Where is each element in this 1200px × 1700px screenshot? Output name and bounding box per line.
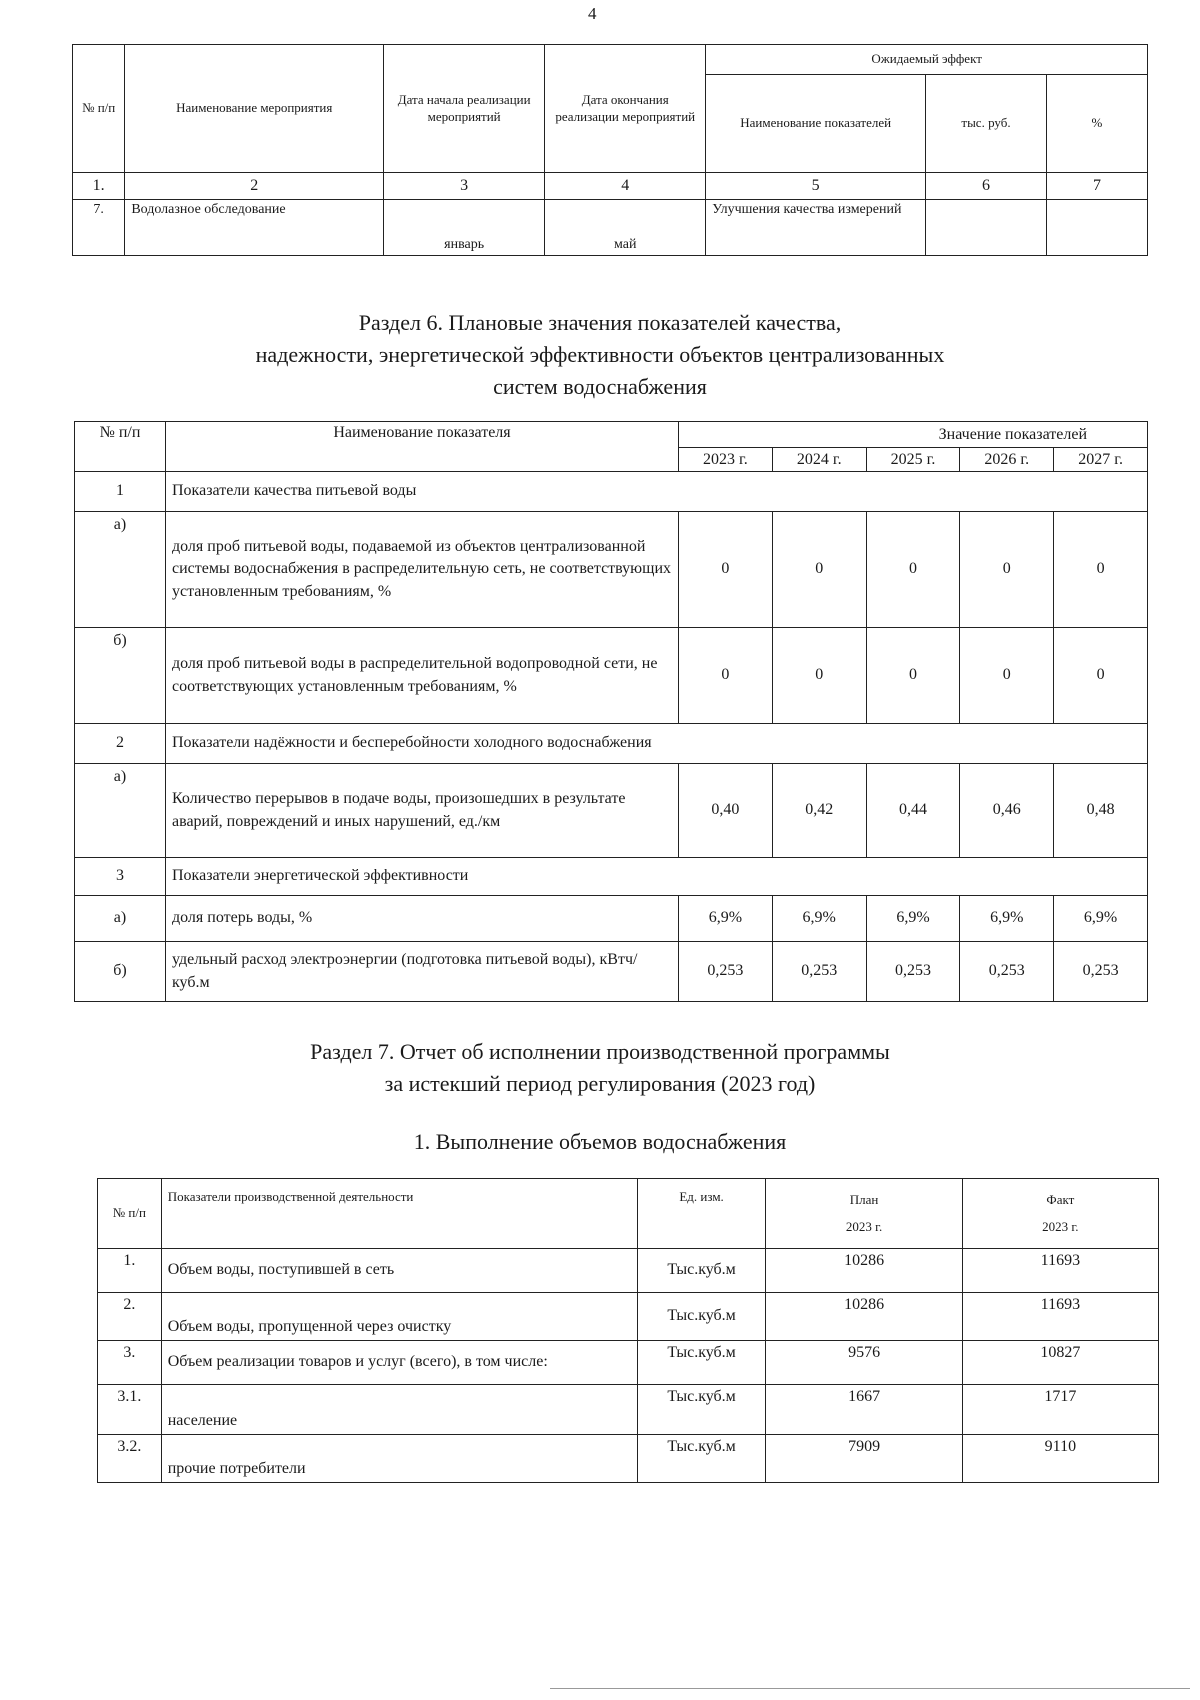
col-effect-header: Ожидаемый эффект [706, 45, 1148, 75]
row-name: прочие потребители [161, 1435, 637, 1483]
row-num: 3. [98, 1341, 162, 1385]
volumes-table [97, 1178, 1159, 1483]
section6-title-line: систем водоснабжения [493, 374, 707, 399]
group-title: Показатели энергетической эффективности [166, 858, 1148, 896]
row-name: доля проб питьевой воды в распределительной водопроводной сети, не соответствующих установленным требованиям, % [166, 628, 679, 724]
group-row [75, 724, 1148, 764]
col-name-header: Показатели производственной деятельности [161, 1179, 637, 1249]
year-header: 2023 г. [679, 448, 773, 472]
row-unit: Тыс.куб.м [637, 1293, 766, 1341]
plan-label: План [849, 1191, 879, 1207]
row-value: 0 [866, 628, 960, 724]
col-start-header: Дата начала реализации мероприятий [384, 45, 545, 173]
section7-subtitle: 1. Выполнение объемов водоснабжения [413, 1129, 787, 1154]
col-indicator-header: Наименование показателей [706, 75, 926, 173]
footer-line [550, 1688, 1190, 1689]
row-plan: 9576 [766, 1341, 962, 1385]
row-value: 0 [1054, 512, 1148, 628]
row-num: б) [75, 628, 166, 724]
col-number: 4 [545, 173, 706, 200]
row-name: доля проб питьевой воды, подаваемой из объектов централизованной системы водоснабжения в распределительную сеть, не соответствующих установленным требованиям, % [166, 512, 679, 628]
row-unit: Тыс.куб.м [637, 1435, 766, 1483]
row-num: 1. [98, 1249, 162, 1293]
row-name: Объем воды, пропущенной через очистку [161, 1293, 637, 1341]
row-value: 0,253 [1054, 942, 1148, 1002]
table-row [73, 200, 1148, 256]
row-name: удельный расход электроэнергии (подготовка питьевой воды), кВтч/куб.м [166, 942, 679, 1002]
group-num: 1 [75, 472, 166, 512]
row-name: доля потерь воды, % [166, 896, 679, 942]
row-fact: 10827 [962, 1341, 1158, 1385]
section7-title-line: Раздел 7. Отчет об исполнении производственной программы [310, 1039, 890, 1064]
indicators-table [74, 421, 1148, 1002]
row-unit: Тыс.куб.м [637, 1341, 766, 1385]
col-values-header: Значение показателей [679, 422, 1148, 448]
col-plan-header [766, 1179, 962, 1249]
row-value: 0 [960, 512, 1054, 628]
row-name: Объем реализации товаров и услуг (всего), в том числе: [161, 1341, 637, 1385]
row-name: Количество перерывов в подаче воды, произошедших в результате аварий, повреждений и иных нарушений, ед./км [166, 764, 679, 858]
row-value: 0 [772, 628, 866, 724]
row-plan: 1667 [766, 1385, 962, 1435]
row-value: 0 [679, 512, 773, 628]
table-row [98, 1293, 1159, 1341]
section7-title [0, 1036, 1200, 1100]
row-name: Объем воды, поступившей в сеть [161, 1249, 637, 1293]
row-value: 6,9% [866, 896, 960, 942]
row-value: 0 [679, 628, 773, 724]
row-indicator: Улучшения качества измерений [706, 200, 926, 256]
row-value: 6,9% [772, 896, 866, 942]
group-row [75, 858, 1148, 896]
row-value: 6,9% [679, 896, 773, 942]
fact-year: 2023 г. [1042, 1218, 1079, 1234]
table-row [98, 1249, 1159, 1293]
row-num: а) [75, 896, 166, 942]
table-row [75, 942, 1148, 1002]
col-unit-header: Ед. изм. [637, 1179, 766, 1249]
col-num-header: № п/п [98, 1179, 162, 1249]
col-name-header: Наименование мероприятия [125, 45, 384, 173]
group-num: 2 [75, 724, 166, 764]
row-num: 2. [98, 1293, 162, 1341]
group-title: Показатели надёжности и бесперебойности холодного водоснабжения [166, 724, 1148, 764]
group-num: 3 [75, 858, 166, 896]
row-fact: 11693 [962, 1249, 1158, 1293]
row-num: а) [75, 764, 166, 858]
row-num: 3.2. [98, 1435, 162, 1483]
row-name: население [161, 1385, 637, 1435]
table-row [75, 512, 1148, 628]
row-value: 0 [960, 628, 1054, 724]
section6-title-line: надежности, энергетической эффективности объектов централизованных [255, 342, 945, 367]
col-num-header: № п/п [75, 422, 166, 472]
section6-title [0, 307, 1200, 403]
row-value: 0 [1054, 628, 1148, 724]
table-row [98, 1385, 1159, 1435]
row-plan: 10286 [766, 1293, 962, 1341]
table-row [75, 628, 1148, 724]
row-plan: 7909 [766, 1435, 962, 1483]
row-value: 6,9% [1054, 896, 1148, 942]
fact-label: Факт [1046, 1191, 1075, 1207]
row-name: Водолазное обследование [125, 200, 384, 256]
row-value: 0,42 [772, 764, 866, 858]
table-row [75, 764, 1148, 858]
row-end: май [545, 200, 706, 256]
row-num: б) [75, 942, 166, 1002]
row-value: 0,40 [679, 764, 773, 858]
row-fact: 11693 [962, 1293, 1158, 1341]
col-fact-header [962, 1179, 1158, 1249]
row-pct [1046, 200, 1147, 256]
col-end-header: Дата окончания реализации мероприятий [545, 45, 706, 173]
row-plan: 10286 [766, 1249, 962, 1293]
plan-year: 2023 г. [845, 1218, 883, 1234]
measures-table [72, 44, 1148, 256]
row-value: 0,48 [1054, 764, 1148, 858]
col-rub-header: тыс. руб. [926, 75, 1047, 173]
row-value: 6,9% [960, 896, 1054, 942]
table-row [75, 896, 1148, 942]
row-num: а) [75, 512, 166, 628]
col-number: 5 [706, 173, 926, 200]
row-value: 0,253 [866, 942, 960, 1002]
col-pct-header: % [1046, 75, 1147, 173]
row-unit: Тыс.куб.м [637, 1385, 766, 1435]
table-row [98, 1435, 1159, 1483]
col-number: 7 [1046, 173, 1147, 200]
year-header: 2025 г. [866, 448, 960, 472]
row-num: 7. [73, 200, 125, 256]
row-value: 0,253 [960, 942, 1054, 1002]
row-rub [926, 200, 1047, 256]
col-number: 6 [926, 173, 1047, 200]
section6-title-line: Раздел 6. Плановые значения показателей качества, [358, 310, 842, 335]
row-start: январь [384, 200, 545, 256]
col-name-header: Наименование показателя [166, 422, 679, 472]
year-header: 2026 г. [960, 448, 1054, 472]
section7-title-line: за истекший период регулирования (2023 год) [384, 1071, 816, 1096]
group-title: Показатели качества питьевой воды [166, 472, 1148, 512]
row-value: 0,46 [960, 764, 1054, 858]
row-unit: Тыс.куб.м [637, 1249, 766, 1293]
year-header: 2027 г. [1054, 448, 1148, 472]
row-value: 0 [866, 512, 960, 628]
row-value: 0,44 [866, 764, 960, 858]
row-fact: 1717 [962, 1385, 1158, 1435]
row-num: 3.1. [98, 1385, 162, 1435]
group-row [75, 472, 1148, 512]
col-number: 3 [384, 173, 545, 200]
page-number: 4 [588, 4, 597, 23]
column-numbers-row [73, 173, 1148, 200]
row-value: 0,253 [772, 942, 866, 1002]
row-fact: 9110 [962, 1435, 1158, 1483]
row-value: 0 [772, 512, 866, 628]
col-num-header: № п/п [73, 45, 125, 173]
year-header: 2024 г. [772, 448, 866, 472]
row-value: 0,253 [679, 942, 773, 1002]
col-number: 2 [125, 173, 384, 200]
table-row [98, 1341, 1159, 1385]
col-number: 1. [73, 173, 125, 200]
